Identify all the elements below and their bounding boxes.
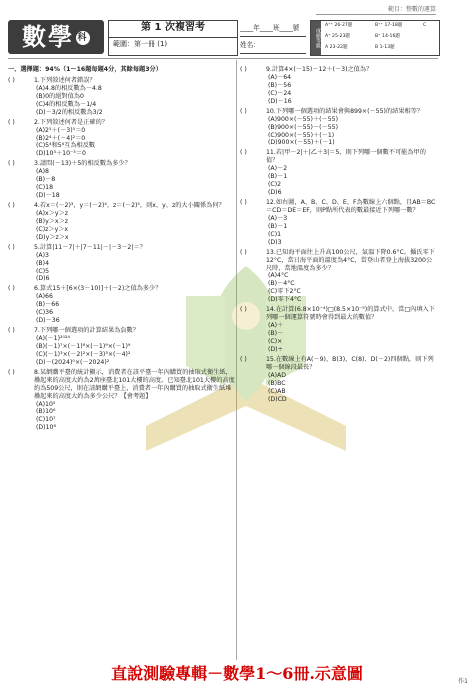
answer-option[interactable]: (A)4.8的相反數為－4.8 — [36, 84, 102, 92]
answer-option[interactable]: (C)1 — [268, 230, 282, 238]
question-stem: 2.下列敘述何者是正確的？ — [34, 118, 108, 126]
grade-cell: C — [423, 23, 427, 28]
question-stem: 8.某網購平臺的統計顯示，消費者在該平臺一年內購買的抽取式衛生紙，疊起來的高度大約為2萬座臺北101大樓的高度。已知臺北101大樓的高度約為509公尺，則在該網購平臺上，消費者一年內購買的抽取式衛生紙堆疊起來的高度大約為多少公尺？【會考題】 — [34, 368, 235, 400]
answer-option[interactable]: (A)－64 — [268, 73, 292, 81]
question-item — [240, 356, 436, 404]
answer-option[interactable]: (D)6 — [36, 275, 50, 283]
left-column — [8, 66, 236, 434]
answer-option[interactable]: (C)z＞y＞x — [36, 225, 69, 233]
answer-option[interactable]: (A)3 — [36, 251, 49, 259]
section-title: 一、選擇題：94%（1～16題每題4分，其餘每題3分） — [8, 66, 162, 73]
answer-option[interactable]: (A)(－1)²⁰²⁴ — [36, 335, 70, 342]
footer-caption: 直說測驗專輯－數學1～6冊.示意圖 — [111, 664, 363, 683]
answer-option[interactable]: (B)－8 — [36, 176, 56, 184]
answer-option[interactable]: (D)－36 — [36, 317, 60, 325]
answer-option[interactable]: (D)3 — [268, 238, 282, 246]
question-stem: 13.已知海平面往上升高100公尺，氣溫下降0.6°C。攝氏零下12°C，當日海平面的溫度為4°C，當登山者登上海拔3200公尺時，當地溫度為多少？ — [266, 248, 435, 272]
answer-option[interactable]: (A)4°C — [268, 272, 289, 280]
answer-option[interactable]: (B)2⁴＋(－4)²＝0 — [36, 134, 86, 142]
question-stem: 10.下列哪一個選項的結果會與899×(－55)的結果相等？ — [266, 107, 424, 115]
answer-blank[interactable]: ( ) — [8, 118, 15, 126]
question-item — [8, 244, 236, 284]
exam-title-box — [108, 20, 238, 56]
topic-label: 範目：整數的運算 — [387, 6, 436, 13]
answer-blank[interactable]: ( ) — [8, 368, 15, 376]
grade-cell: A 23-22題 — [325, 45, 348, 50]
exam-title: 第 1 次複習考 — [141, 22, 205, 33]
answer-blank[interactable]: ( ) — [8, 160, 15, 168]
logo-badge: 科 — [77, 33, 89, 43]
answer-option[interactable]: (D)零下4°C — [268, 296, 302, 304]
answer-blank[interactable]: ( ) — [240, 306, 247, 314]
answer-option[interactable]: (B)4 — [36, 259, 50, 267]
answer-option[interactable]: (A)66 — [36, 293, 53, 301]
question-item — [8, 285, 236, 325]
grade-cell: A⁺⁺ 26-27題 — [325, 23, 353, 28]
answer-option[interactable]: (A)8 — [36, 168, 49, 176]
answer-option[interactable]: (A)10⁵ — [36, 400, 56, 408]
answer-option[interactable]: (B)－56 — [268, 81, 292, 89]
answer-option[interactable]: (D)y＞z＞x — [36, 233, 69, 241]
question-item — [8, 369, 236, 433]
title-separator — [109, 37, 237, 38]
question-stem: 11.若|甲－2|＋|乙＋3|＝5，則下列哪一個數不可能為甲的值？ — [266, 149, 426, 165]
question-item — [240, 108, 436, 148]
answer-option[interactable]: (B)－ — [268, 330, 284, 337]
answer-option[interactable]: (B)0的絕對值為0 — [36, 92, 84, 100]
answer-option[interactable]: (C)5⁴和5⁶互為相反數 — [36, 142, 96, 150]
answer-blank[interactable]: ( ) — [240, 149, 247, 157]
answer-option[interactable]: (C)AB — [268, 387, 286, 395]
question-item — [8, 202, 236, 242]
question-stem: 6.算式15＋[6×(3－10)]＋(－2)之值為多少？ — [34, 285, 162, 293]
question-stem: 9.計算4×(－15)－12＋(－3)之值為？ — [266, 66, 373, 73]
grade-cell: B⁺⁺ 17-18題 — [375, 23, 403, 28]
header-rule — [8, 58, 438, 59]
name-field[interactable]: 姓名： — [240, 37, 306, 54]
answer-option[interactable]: (D)－(2024)⁰×(－2024)² — [36, 358, 110, 366]
grade-cell: B 1-13題 — [375, 45, 395, 50]
answer-blank[interactable]: ( ) — [8, 327, 15, 335]
answer-blank[interactable]: ( ) — [240, 355, 247, 363]
answer-option[interactable]: (B)－1 — [268, 173, 288, 181]
grade-cell: B⁺ 14-16題 — [375, 34, 400, 39]
question-item — [240, 306, 436, 354]
answer-option[interactable]: (A)AD — [268, 371, 287, 379]
answer-option[interactable]: (C)18 — [36, 184, 54, 192]
answer-option[interactable]: (D)10⁸ — [36, 424, 56, 432]
right-question-list — [240, 66, 436, 403]
answer-blank[interactable]: ( ) — [8, 243, 15, 251]
answer-option[interactable]: (B)－66 — [36, 301, 60, 309]
class-field[interactable]: ____年____班____號 — [240, 20, 306, 37]
answer-option[interactable]: (C)2 — [268, 181, 282, 189]
answer-option[interactable]: (C)4的相反數為－1/4 — [36, 100, 97, 108]
answer-option[interactable]: (B)y＞x＞z — [36, 217, 69, 225]
grade-table — [310, 20, 440, 56]
page-number: 作1 — [458, 678, 468, 685]
answer-option[interactable]: (C)× — [268, 337, 283, 345]
answer-option[interactable]: (D)－3/2的相反數為3/2 — [36, 108, 103, 116]
answer-option[interactable]: (D)6 — [268, 189, 282, 197]
answer-option[interactable]: (C)－24 — [268, 89, 292, 97]
divider-line — [316, 14, 436, 15]
question-stem: 7.下列哪一個選項的計算結果為負數？ — [34, 327, 139, 335]
answer-option[interactable]: (C)零下2°C — [268, 288, 301, 296]
question-stem: 14.在計算(6.8×10⁻⁴)□(8.5×10⁻⁵)的算式中，當□內填入下列哪一個運算符號時會得到最大的數值？ — [266, 306, 435, 322]
answer-option[interactable]: (B)－1 — [268, 222, 288, 230]
answer-option[interactable]: (C)36 — [36, 309, 54, 317]
answer-option[interactable]: (B)－4°C — [268, 280, 295, 288]
answer-option[interactable]: (A)－3 — [268, 214, 288, 222]
student-info — [240, 20, 306, 54]
grade-cell: A⁺ 25-23題 — [325, 34, 350, 39]
question-item — [240, 66, 436, 106]
answer-option[interactable]: (D)900×(－55)＋(－1) — [268, 139, 335, 147]
answer-blank[interactable]: ( ) — [8, 202, 15, 209]
question-item — [8, 77, 236, 117]
answer-option[interactable]: (B)900×(－55)－(－55) — [268, 123, 339, 131]
answer-option[interactable]: (D)÷ — [268, 345, 283, 353]
left-question-list — [8, 77, 236, 432]
question-item — [240, 249, 436, 305]
answer-option[interactable]: (A)－2 — [268, 165, 288, 173]
answer-blank[interactable]: ( ) — [8, 76, 15, 84]
answer-option[interactable]: (A)2⁵＋(－3)⁵＝0 — [36, 126, 86, 134]
grade-label: 成績等級 — [311, 21, 321, 55]
answer-option[interactable]: (C)900×(－55)＋(－1) — [268, 131, 335, 139]
right-column — [240, 66, 436, 405]
question-stem: 15.在數線上有A(－9)、B(3)、C(8)、D(－2)四個點，則下列哪一個線段最長？ — [266, 355, 434, 371]
answer-option[interactable]: (B)(－1)⁷×(－1)⁸×(－1)⁹×(－1)⁹ — [36, 342, 131, 350]
logo-text: 數學 — [22, 23, 74, 51]
answer-option[interactable]: (B)BC — [268, 379, 286, 387]
question-item — [8, 160, 236, 200]
answer-option[interactable]: (A)x＞y＞z — [36, 209, 69, 217]
question-item — [8, 119, 236, 159]
answer-option[interactable]: (D)－16 — [268, 97, 292, 105]
exam-range: 範圍：第一冊 (1) — [113, 40, 168, 48]
question-item — [8, 327, 236, 367]
answer-option[interactable]: (D)－18 — [36, 192, 60, 200]
answer-blank[interactable]: ( ) — [8, 285, 15, 293]
answer-option[interactable]: (A)＋ — [268, 322, 284, 330]
answer-blank[interactable]: ( ) — [240, 248, 247, 256]
question-item — [240, 199, 436, 247]
answer-option[interactable]: (D)CD — [268, 395, 287, 403]
answer-option[interactable]: (D)10³＋10⁻³＝0 — [36, 150, 86, 158]
question-stem: 1.下列敘述何者錯誤？ — [34, 76, 96, 84]
question-stem: 12.如右圖，A、B、C、D、E、F為數線上六個點，且AB＝BC＝CD＝DE＝EF，則P點所代表的數最接近下列哪一數？ — [266, 199, 436, 214]
question-stem: 5.計算|11－7|＋|7－11|－|－3－2|＝？ — [34, 243, 146, 251]
question-stem: 4.若x＝(－2)³，y＝(－2)⁴，z＝(－2)⁵，則x、y、z的大小關係為何？ — [34, 202, 225, 209]
answer-blank[interactable]: ( ) — [240, 107, 247, 115]
answer-blank[interactable]: ( ) — [240, 66, 247, 73]
answer-blank[interactable]: ( ) — [240, 199, 247, 206]
question-item — [240, 149, 436, 197]
answer-option[interactable]: (C)5 — [36, 267, 50, 275]
answer-option[interactable]: (A)900×(－55)＋(－55) — [268, 115, 339, 123]
answer-option[interactable]: (C)10⁷ — [36, 416, 56, 424]
answer-option[interactable]: (C)(－1)³×(－2)²×(－3)³×(－4)² — [36, 350, 131, 358]
answer-option[interactable]: (B)10⁶ — [36, 408, 56, 416]
subject-logo — [8, 20, 104, 54]
question-stem: 3.請問(－13)＋5的相反數為多少？ — [34, 160, 131, 168]
